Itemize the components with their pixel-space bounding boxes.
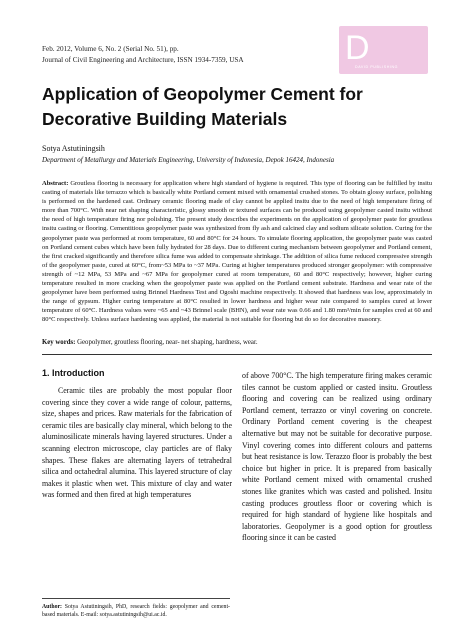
intro-paragraph: Ceramic tiles are probably the most popular floor covering since they cover a wide range of colour, patterns, size, shapes and prices. Raw materials for the fabrication of ceramic tiles are basically clay mineral, which belong to the aluminosilicate minerals having layered structures. Under a scanning electron microscope, clay particles are of flaky shapes. These flakes are alternating layers of tetrahedral silica and octahedral alumina. This layered structure of clay makes it plastic when wet. This mixture of clay and water was formed and then fired at high temperatures [42, 386, 232, 500]
paper-title: Application of Geopolymer Cement for Decorative Building Materials [42, 84, 363, 129]
logo-subtitle: DAVID PUBLISHING [355, 65, 399, 69]
publisher-logo [339, 26, 428, 74]
abstract-label: Abstract: [42, 180, 69, 187]
right-column-paragraph: of above 700°C. The high temperature firing makes ceramic tiles cannot be custom applied or casted insitu. Groutless flooring and covering can be realized using ordinary Portland cement, terrazzo or vinyl covering on concrete. Ordinary Portland cement covering is the cheapest alternative but may not be suitable for decorative purpose. Vinyl covering comes into different colours and patterns but heat resistance is low. Terazzo floor is probably the best choice but higher in price. It is prepared from basically white Portland cement mixed with ornamental crushed stones like granites which was casted and polished. Insitu casting produces groutless floor or covering which is required for high standard of hygiene like hospitals and laboratories. Geopolymer is a good option for groutless flooring since it can be casted [242, 371, 432, 543]
abstract-text: Groutless flooring is necessary for application where high standard of hygiene is required. This type of flooring can be fulfilled by insitu casting of materials like terrazzo which is basically white Portland cement mixed with ornamental crushed stones. To obtain glossy surface, polishing is performed on the hardened cast. Ordinary ceramic flooring made of clay cannot be applied insitu due to the need of high temperature firing of more than 700°C. With near net shaping characteristic, glossy smooth or textured surfaces can be produced using geopolymer casted insitu without the need of high temperature firing nor polishing. The present study describes the experiments on the application of geopolymer paste for groutless insitu casting or flooring. Cementitious geopolymer paste was synthesized from fly ash and calcined clay and sodium silicate solution. Curing for the geopolymer paste was performed at room temperature, 60 and 80°C for 24 hours. To simulate flooring application, the geopolymer paste was casted on Portland cement cubes which have been fully hydrated for 28 days. Due to different curing mechanism between geopolymer and Portland cement, the first cracked significantly and therefore silica fume was added to compensate shrinkage. The addition of silica fume reduced compressive strength of the geopolymer paste, cured at 60°C, from~53 MPa to ~37 MPa. Curing at higher temperatures produced stronger geopolymer: with compressive strength of ~12 MPa, 53 MPa and ~67 MPa for geopolymer cured at room temperature, 60 and 80°C respectively; however, higher curing temperature resulted in more cracking when the geopolymer paste was applied on the Portland cement substrate. Hardness and wear rate of the geopolymer have been performed using Brinnel Hardness Test and Ogoshi machine respectively. It showed that hardness was low, approximately in the range of gypsum. Higher curing temperature at 80°C resulted in lower hardness and higher wear rate compared to samples cured at lower temperature of 60°C. Hardness values were ~65 and ~43 Brinnel scale (BHN), and wear rate was 0.66 and 1.80 mm³/min for samples cred at 60 and 80°C respectively. Unless surface hardening was applied, the material is not suitable for flooring but do so for decorative masonry. [42, 180, 433, 324]
section-heading: 1. Introduction [42, 368, 105, 378]
journal-name-line: Journal of Civil Engineering and Architecture, ISSN 1934-7359, USA [42, 55, 244, 64]
footnote-text: Sotya Astutiningsih, PhD, research fields: geopolymer and cement-based materials. E-mail: sotya.astutiningsih@ui.ac.id. [42, 604, 230, 618]
journal-header [42, 44, 244, 65]
left-column [42, 368, 232, 501]
keywords [42, 339, 432, 346]
author-name: Sotya Astutiningsih [42, 144, 105, 153]
abstract [42, 179, 432, 325]
keywords-label: Key words: [42, 339, 76, 346]
journal-issue-line: Feb. 2012, Volume 6, No. 2 (Serial No. 51), pp. [42, 45, 179, 53]
logo-letter: D [345, 29, 370, 67]
section-divider [42, 354, 432, 355]
footnote-divider [42, 598, 230, 599]
keywords-text: Geopolymer, groutless flooring, near- net shaping, hardness, wear. [77, 339, 258, 346]
author-footnote [42, 604, 230, 620]
footnote-label: Author: [42, 604, 62, 610]
right-column [242, 370, 432, 544]
author-affiliation: Department of Metallurgy and Materials Engineering, University of Indonesia, Depok 16424, Indonesia [42, 156, 335, 164]
